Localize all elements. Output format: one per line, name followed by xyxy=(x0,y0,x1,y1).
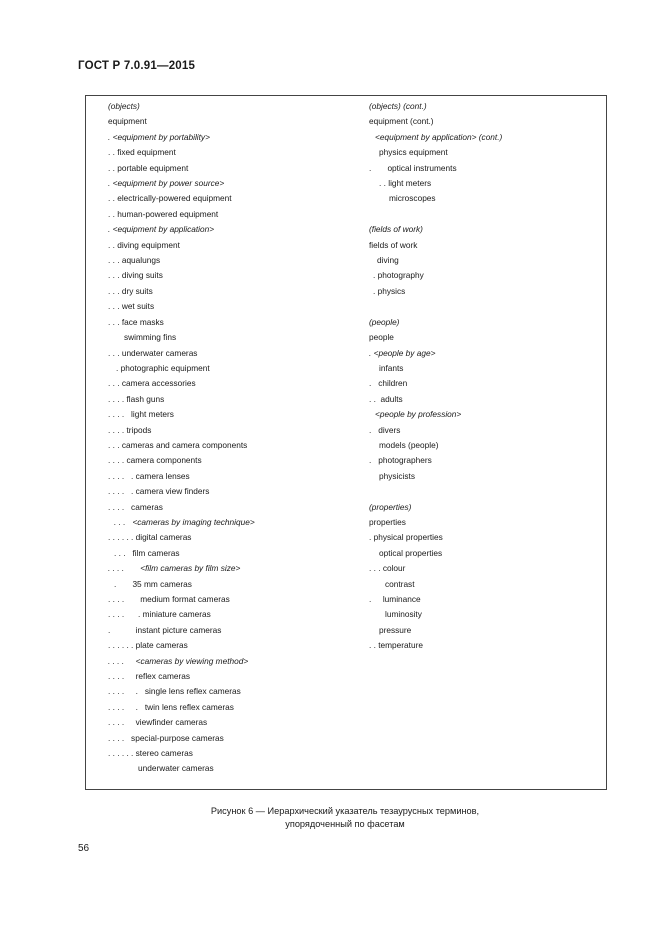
index-entry: . instant picture cameras xyxy=(108,624,222,635)
index-entry: . . portable equipment xyxy=(108,162,189,173)
index-entry xyxy=(369,207,599,222)
index-entry: contrast xyxy=(385,578,415,589)
index-entry: physicists xyxy=(379,470,415,481)
index-entry: underwater cameras xyxy=(138,763,214,774)
index-entry: . . human-powered equipment xyxy=(108,208,219,219)
index-entry: . . . . . twin lens reflex cameras xyxy=(108,701,234,712)
index-entry: properties xyxy=(369,516,406,527)
index-entry: . . . cameras and camera components xyxy=(108,439,248,450)
index-entry: . optical instruments xyxy=(369,162,457,173)
index-entry: . . . . . . plate cameras xyxy=(108,640,188,651)
index-entry: . <equipment by power source> xyxy=(108,178,225,189)
index-entry: (fields of work) xyxy=(369,224,423,235)
index-entry: . . . aqualungs xyxy=(108,255,161,266)
index-entry: microscopes xyxy=(389,193,436,204)
figure-caption xyxy=(0,805,661,831)
index-entry: . . . camera accessories xyxy=(108,378,196,389)
index-entry: . photographic equipment xyxy=(116,362,210,373)
index-entry: . . . colour xyxy=(369,563,406,574)
index-entry: . . . face masks xyxy=(108,316,164,327)
index-entry: . 35 mm cameras xyxy=(114,578,192,589)
index-entry: . . . . camera components xyxy=(108,455,202,466)
index-entry: . . . . medium format cameras xyxy=(108,594,230,604)
index-entry: people xyxy=(369,332,394,343)
index-entry: equipment (cont.) xyxy=(369,116,434,127)
index-entry: fields of work xyxy=(369,239,418,250)
index-entry: . . . . tripods xyxy=(108,424,152,435)
index-entry: . . temperature xyxy=(369,640,423,651)
index-entry xyxy=(369,299,599,314)
index-entry: . . . dry suits xyxy=(108,285,153,296)
index-entry: diving xyxy=(377,255,399,266)
index-entry: . . . . special-purpose cameras xyxy=(108,732,224,743)
index-entry: . . adults xyxy=(369,393,403,404)
index-entry: . . light meters xyxy=(379,178,432,189)
index-entry: swimming fins xyxy=(124,332,177,343)
index-entry: infants xyxy=(379,362,404,373)
index-entry: . . . . light meters xyxy=(108,409,174,420)
index-entry: physics equipment xyxy=(379,147,448,158)
index-entry: . physical properties xyxy=(369,532,443,543)
index-entry: . photography xyxy=(373,270,424,281)
index-entry: <equipment by application> (cont.) xyxy=(375,131,503,142)
page-number: 56 xyxy=(78,843,90,854)
index-entry: . . . underwater cameras xyxy=(108,347,198,358)
index-entry: . . . . viewfinder cameras xyxy=(108,717,208,728)
index-entry: . . . . . . digital cameras xyxy=(108,532,192,543)
index-entry: . luminance xyxy=(369,594,421,604)
index-entry: . <people by age> xyxy=(369,347,436,358)
index-entry: . divers xyxy=(369,424,401,435)
index-entry: pressure xyxy=(379,624,412,635)
index-entry: . . . . . camera lenses xyxy=(108,470,190,481)
index-entry: luminosity xyxy=(385,609,422,620)
index-entry: (objects) (cont.) xyxy=(369,101,427,111)
index-entry: . children xyxy=(369,378,408,389)
index-entry: . . . diving suits xyxy=(108,270,163,281)
index-entry: <people by profession> xyxy=(375,409,462,420)
index-entry: . . . wet suits xyxy=(108,301,155,312)
index-entry: . . electrically-powered equipment xyxy=(108,193,232,204)
index-entry: . . . . flash guns xyxy=(108,393,165,404)
index-entry: equipment xyxy=(108,116,147,127)
index-entry: . . . . . camera view finders xyxy=(108,486,210,497)
index-entry xyxy=(369,484,599,499)
index-entry: . . . . <cameras by viewing method> xyxy=(108,655,249,666)
caption-line-1: Рисунок 6 — Иерархический указатель тезаурусных терминов, xyxy=(210,806,480,816)
index-entry: . . diving equipment xyxy=(108,239,180,250)
standard-header: ГОСТ Р 7.0.91—2015 xyxy=(78,60,196,72)
index-entry: . . . film cameras xyxy=(114,547,180,558)
index-entry: . physics xyxy=(373,285,406,296)
index-entry: . . . <cameras by imaging technique> xyxy=(114,516,255,527)
index-entry: . <equipment by application> xyxy=(108,224,215,235)
index-entry: optical properties xyxy=(379,547,443,558)
index-column-right xyxy=(369,99,599,654)
index-entry: . <equipment by portability> xyxy=(108,131,210,142)
index-entry: . . . . cameras xyxy=(108,501,163,512)
index-entry: . . . . . single lens reflex cameras xyxy=(108,686,241,697)
index-entry: models (people) xyxy=(379,439,439,450)
index-column-left xyxy=(108,99,358,777)
index-entry: (properties) xyxy=(369,501,412,512)
index-entry: . . . . <film cameras by film size> xyxy=(108,563,241,574)
index-entry: . . fixed equipment xyxy=(108,147,176,158)
index-entry: . . . . reflex cameras xyxy=(108,671,191,682)
index-entry: . . . . . . stereo cameras xyxy=(108,748,193,759)
index-entry: (people) xyxy=(369,316,400,327)
caption-line-2: упорядоченный по фасетам xyxy=(285,819,405,829)
index-entry: . photographers xyxy=(369,455,432,466)
index-entry: . . . . . miniature cameras xyxy=(108,609,211,620)
index-entry: (objects) xyxy=(108,101,140,111)
